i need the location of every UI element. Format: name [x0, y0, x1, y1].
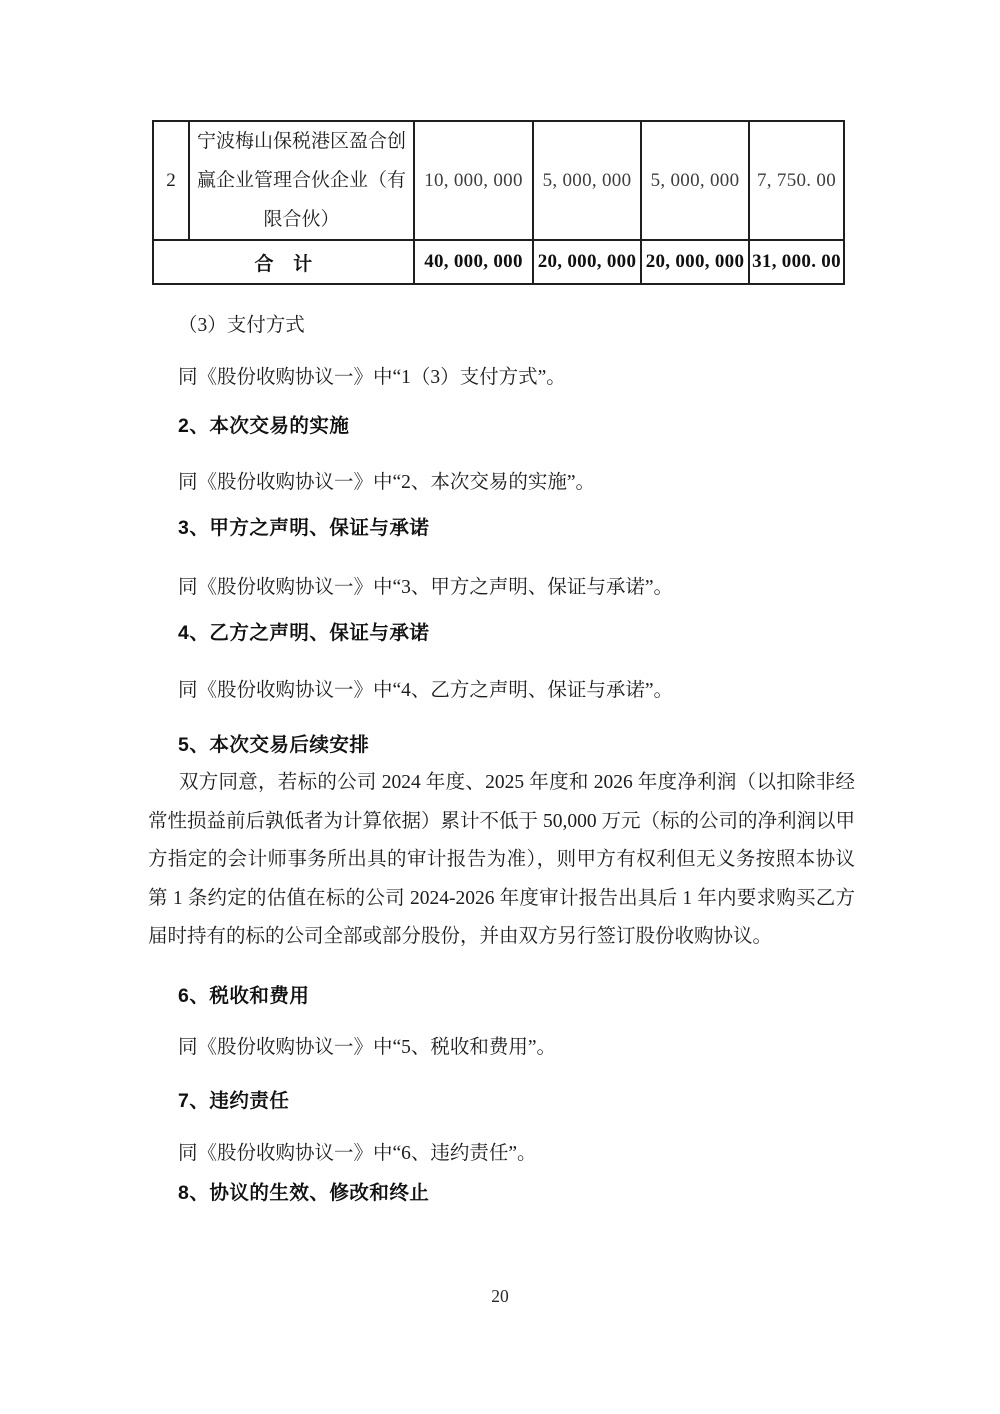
cell-total-value-3: 20, 000, 000: [641, 240, 749, 284]
section-heading-7-breach: 7、违约责任: [178, 1089, 290, 1112]
cell-seq-no: 2: [153, 121, 189, 240]
cell-value-4: 7, 750. 00: [749, 121, 844, 240]
section-heading-8-effectiveness: 8、协议的生效、修改和终止: [178, 1181, 430, 1204]
paragraph-payment-method-ref: 同《股份收购协议一》中“1（3）支付方式”。: [178, 367, 566, 388]
paragraph-tax-fees-ref: 同《股份收购协议一》中“5、税收和费用”。: [178, 1036, 557, 1058]
section-heading-4-party-b-warranty: 4、乙方之声明、保证与承诺: [178, 622, 430, 644]
page-number: 20: [491, 1286, 509, 1306]
subsection-heading-payment-method: （3）支付方式: [178, 315, 305, 336]
cell-value-2: 5, 000, 000: [533, 121, 641, 240]
cell-value-1: 10, 000, 000: [414, 121, 533, 240]
cell-total-label: 合 计: [153, 240, 414, 284]
paragraph-party-b-warranty-ref: 同《股份收购协议一》中“4、乙方之声明、保证与承诺”。: [178, 680, 674, 701]
paragraph-follow-up-body: 双方同意，若标的公司 2024 年度、2025 年度和 2026 年度净利润（以扣除非经常性损益前后孰低者为计算依据）累计不低于 50,000 万元（标的公司的净利润以甲方指定的会计师事务所出具的审计报告为准），则甲方有权利但无义务按照本协议第 1 条约定的估值在标的公司 2024-2026 年度审计报告出具后 1 年内要求购买乙方届时持有的标的公司全部或部分股份，并由双方另行签订股份收购协议。: [148, 772, 855, 948]
table-total-row: [153, 240, 844, 284]
cell-company-name: 宁波梅山保税港区盈合创赢企业管理合伙企业（有限合伙）: [189, 121, 414, 240]
section-heading-5-follow-up: 5、本次交易后续安排: [178, 734, 370, 756]
payment-table: [152, 120, 845, 285]
cell-value-3: 5, 000, 000: [641, 121, 749, 240]
section-heading-2-implementation: 2、本次交易的实施: [178, 415, 350, 437]
paragraph-breach-ref: 同《股份收购协议一》中“6、违约责任”。: [178, 1142, 537, 1164]
section-heading-6-tax-fees: 6、税收和费用: [178, 984, 310, 1007]
paragraph-party-a-warranty-ref: 同《股份收购协议一》中“3、甲方之声明、保证与承诺”。: [178, 577, 674, 598]
cell-total-value-1: 40, 000, 000: [414, 240, 533, 284]
cell-total-value-4: 31, 000. 00: [749, 240, 844, 284]
cell-total-value-2: 20, 000, 000: [533, 240, 641, 284]
section-heading-3-party-a-warranty: 3、甲方之声明、保证与承诺: [178, 517, 430, 539]
table-row: [153, 121, 844, 240]
paragraph-implementation-ref: 同《股份收购协议一》中“2、本次交易的实施”。: [178, 472, 596, 493]
